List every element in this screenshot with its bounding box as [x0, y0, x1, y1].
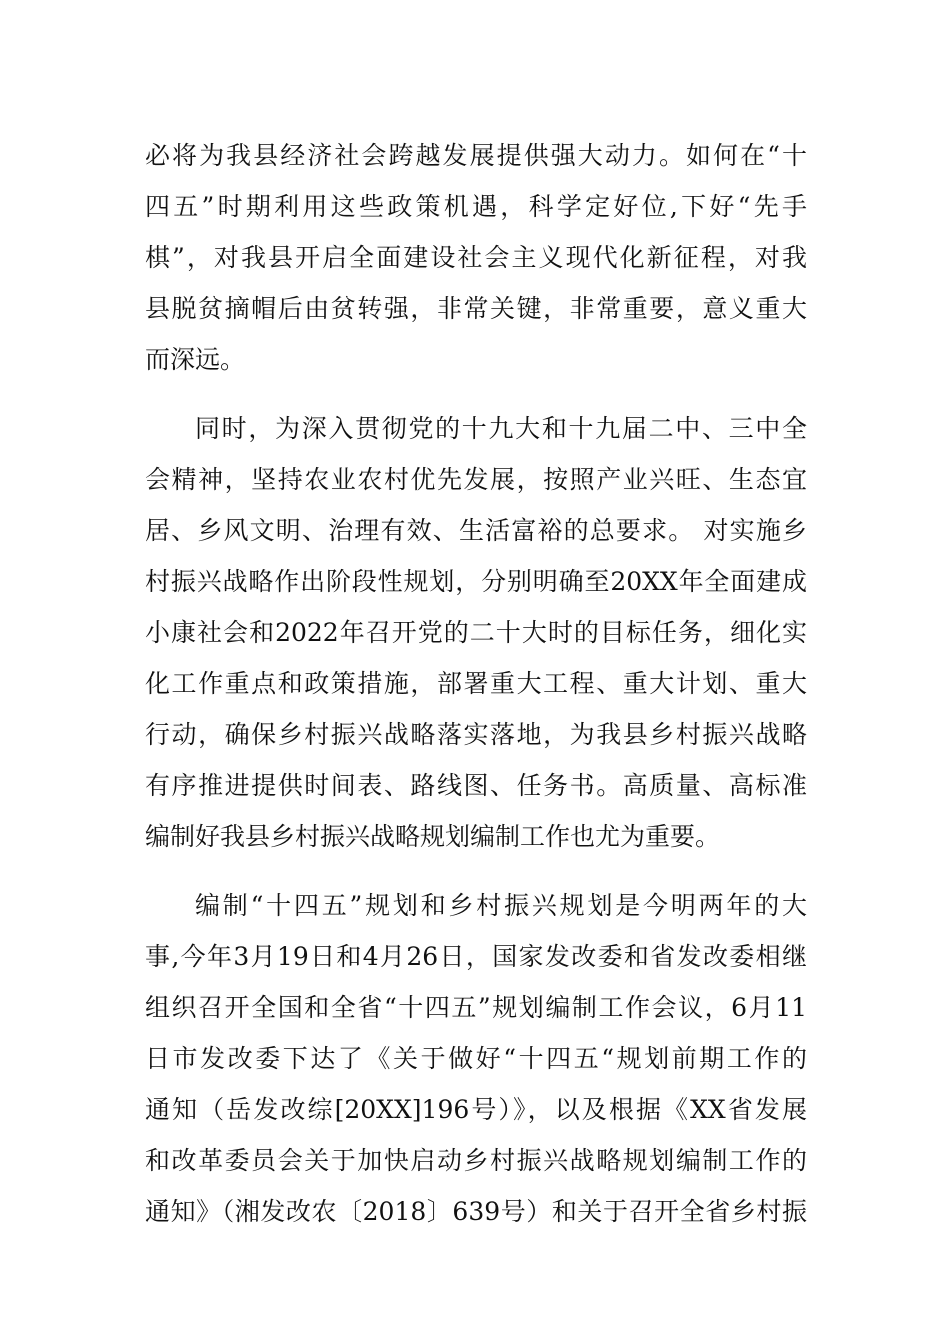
paragraph-line: 日市发改委下达了《关于做好“十四五“规划前期工作的 [145, 1044, 807, 1073]
paragraph-line: 县脱贫摘帽后由贫转强，非常关键，非常重要，意义重大 [145, 294, 807, 323]
paragraph-line: 通知》（湘发改农〔2018〕639号）和关于召开全省乡村振 [145, 1197, 807, 1226]
paragraph-2 [145, 403, 807, 862]
paragraph-line: 行动，确保乡村振兴战略落实落地，为我县乡村振兴战略 [145, 720, 807, 749]
paragraph-line: 棋”，对我县开启全面建设社会主义现代化新征程，对我 [145, 243, 807, 272]
paragraph-line: 同时，为深入贯彻党的十九大和十九届二中、三中全 [195, 414, 807, 443]
paragraph-line: 必将为我县经济社会跨越发展提供强大动力。如何在“十 [145, 141, 807, 170]
paragraph-spacer [145, 385, 807, 403]
paragraph-line: 小康社会和2022年召开党的二十大时的目标任务，细化实 [145, 618, 807, 647]
paragraph-line: 而深远。 [145, 345, 246, 374]
paragraph-line: 四五”时期利用这些政策机遇，科学定好位,下好“先手 [145, 192, 807, 221]
paragraph-line: 会精神，坚持农业农村优先发展，按照产业兴旺、生态宜 [145, 465, 807, 494]
paragraph-line: 村振兴战略作出阶段性规划，分别明确至20XX年全面建成 [145, 567, 807, 596]
paragraph-line: 居、乡风文明、治理有效、生活富裕的总要求。 对实施乡 [145, 516, 807, 545]
paragraph-1 [145, 130, 807, 385]
paragraph-line: 事,今年3月19日和4月26日，国家发改委和省发改委相继 [145, 942, 807, 971]
paragraph-line: 化工作重点和政策措施，部署重大工程、重大计划、重大 [145, 669, 807, 698]
paragraph-line: 组织召开全国和全省“十四五”规划编制工作会议，6月11 [145, 993, 807, 1022]
paragraph-3 [145, 880, 807, 1237]
paragraph-line: 编制好我县乡村振兴战略规划编制工作也尤为重要。 [145, 822, 721, 851]
paragraph-line: 编制“十四五”规划和乡村振兴规划是今明两年的大 [195, 891, 807, 920]
paragraph-line: 有序推进提供时间表、路线图、任务书。高质量、高标准 [145, 771, 807, 800]
paragraph-spacer [145, 862, 807, 880]
document-body [145, 130, 807, 1237]
paragraph-line: 通知（岳发改综[20XX]196号）》，以及根据《XX省发展 [145, 1095, 807, 1124]
paragraph-line: 和改革委员会关于加快启动乡村振兴战略规划编制工作的 [145, 1146, 807, 1175]
